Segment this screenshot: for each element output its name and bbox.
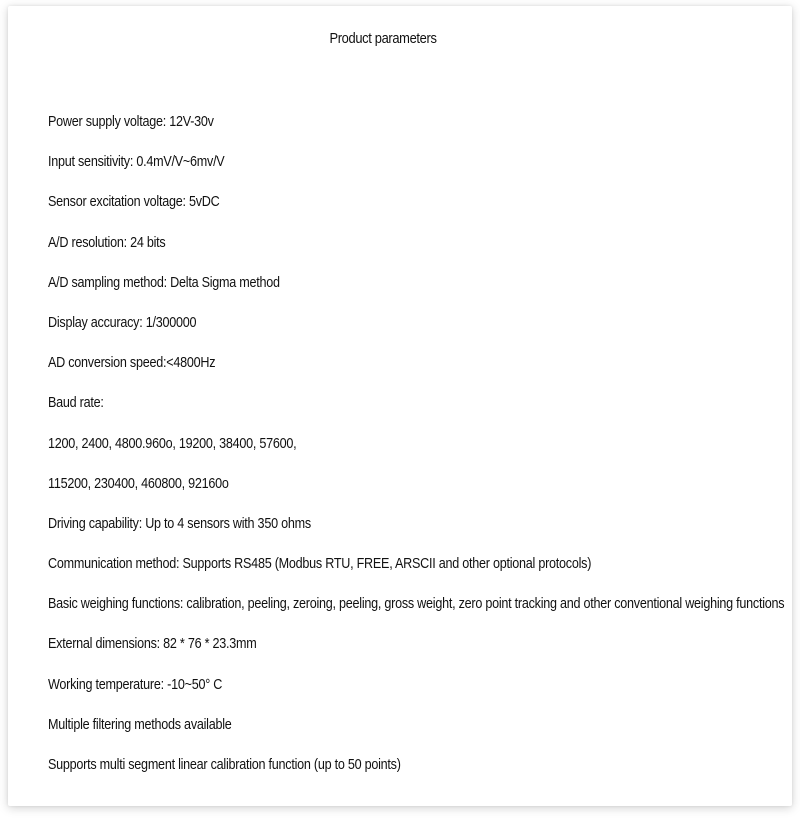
parameter-item: Power supply voltage: 12V-30v (48, 113, 214, 130)
parameter-item: Supports multi segment linear calibration function (up to 50 points) (48, 756, 401, 773)
parameter-item: Sensor excitation voltage: 5vDC (48, 193, 220, 211)
parameter-item: 115200, 230400, 460800, 92160o (48, 474, 229, 492)
parameter-item: Display accuracy: 1/300000 (48, 313, 197, 331)
parameter-item: A/D sampling method: Delta Sigma method (48, 273, 280, 291)
parameter-item: AD conversion speed:<4800Hz (48, 354, 216, 372)
parameter-item: Driving capability: Up to 4 sensors with 350 ohms (48, 514, 311, 532)
parameter-item: Input sensitivity: 0.4mV/V~6mv/V (48, 153, 225, 171)
parameter-list (48, 102, 800, 785)
parameter-item: Multiple filtering methods available (48, 715, 232, 733)
parameter-item: A/D resolution: 24 bits (48, 233, 166, 251)
page-title: Product parameters (329, 30, 437, 47)
parameter-item: Basic weighing functions: calibration, peeling, zeroing, peeling, gross weight, zero point tracking and other conventional weighing functions (48, 595, 785, 613)
parameter-item: Working temperature: -10~50° C (48, 675, 223, 693)
parameter-item: Communication method: Supports RS485 (Modbus RTU, FREE, ARSCII and other optional protocols) (48, 555, 592, 573)
parameter-item: Baud rate: (48, 394, 104, 412)
parameter-item: External dimensions: 82 * 76 * 23.3mm (48, 635, 257, 653)
parameter-item: 1200, 2400, 4800.960o, 19200, 38400, 57600, (48, 434, 297, 452)
parameters-card (8, 6, 792, 806)
